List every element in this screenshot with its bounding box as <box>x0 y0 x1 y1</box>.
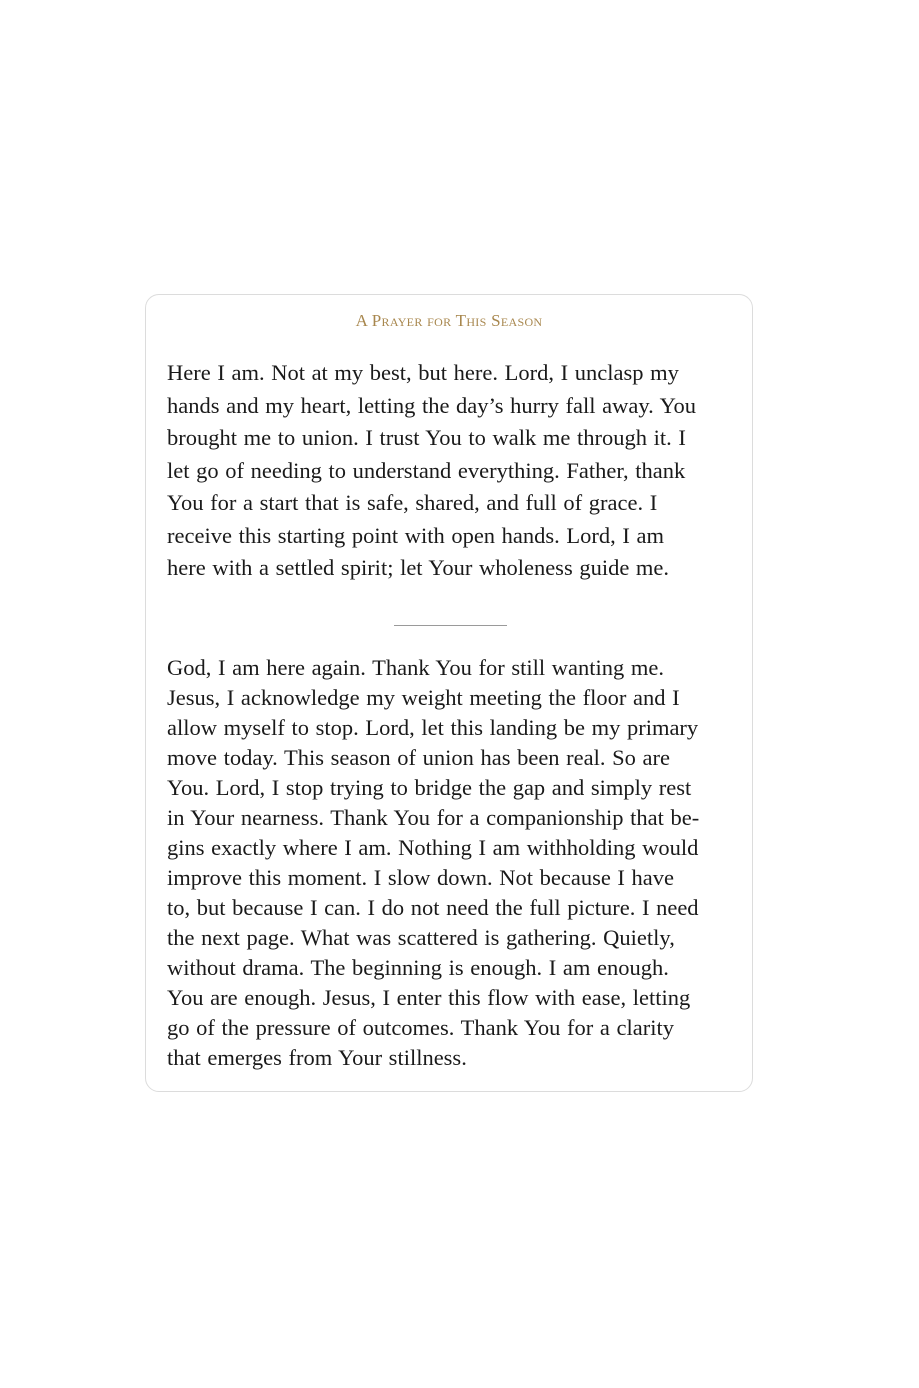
paragraph-line: Here I am. Not at my best, but here. Lord, I unclasp my <box>167 360 679 385</box>
paragraph-line: let go of needing to understand everything. Father, thank <box>167 457 686 483</box>
paragraph-line: allow myself to stop. Lord, let this landing be my primary <box>167 715 699 740</box>
prayer-paragraph-one <box>167 357 737 585</box>
card-title: A Prayer for This Season <box>355 311 543 330</box>
paragraph-line: here with a settled spirit; let Your wholeness guide me. <box>167 555 670 580</box>
section-divider <box>394 625 507 626</box>
paragraph-line: gins exactly where I am. Nothing I am withholding would <box>167 835 699 860</box>
paragraph-line: receive this starting point with open hands. Lord, I am <box>167 522 665 548</box>
paragraph-line: hands and my heart, letting the day’s hurry fall away. You <box>167 392 697 418</box>
paragraph-line: go of the pressure of outcomes. Thank You for a clarity <box>167 1015 674 1040</box>
paragraph-line: Jesus, I acknowledge my weight meeting the floor and I <box>167 685 680 710</box>
paragraph-line: God, I am here again. Thank You for still wanting me. <box>167 655 665 680</box>
paragraph-line: You for a start that is safe, shared, and full of grace. I <box>167 490 658 515</box>
paragraph-line: You are enough. Jesus, I enter this flow with ease, letting <box>167 985 691 1010</box>
paragraph-line: You. Lord, I stop trying to bridge the gap and simply rest <box>167 775 692 800</box>
paragraph-line: without drama. The beginning is enough. I am enough. <box>167 955 669 980</box>
paragraph-line: the next page. What was scattered is gathering. Quietly, <box>167 925 675 950</box>
paragraph-line: improve this moment. I slow down. Not because I have <box>167 865 675 890</box>
paragraph-line: that emerges from Your stillness. <box>167 1045 467 1070</box>
paragraph-line: in Your nearness. Thank You for a companionship that be- <box>167 805 700 830</box>
paragraph-line: move today. This season of union has been real. So are <box>167 745 671 770</box>
prayer-paragraph-two <box>167 653 737 1073</box>
paragraph-line: to, but because I can. I do not need the full picture. I need <box>167 895 699 920</box>
paragraph-line: brought me to union. I trust You to walk me through it. I <box>167 425 686 450</box>
prayer-card <box>145 294 753 1092</box>
